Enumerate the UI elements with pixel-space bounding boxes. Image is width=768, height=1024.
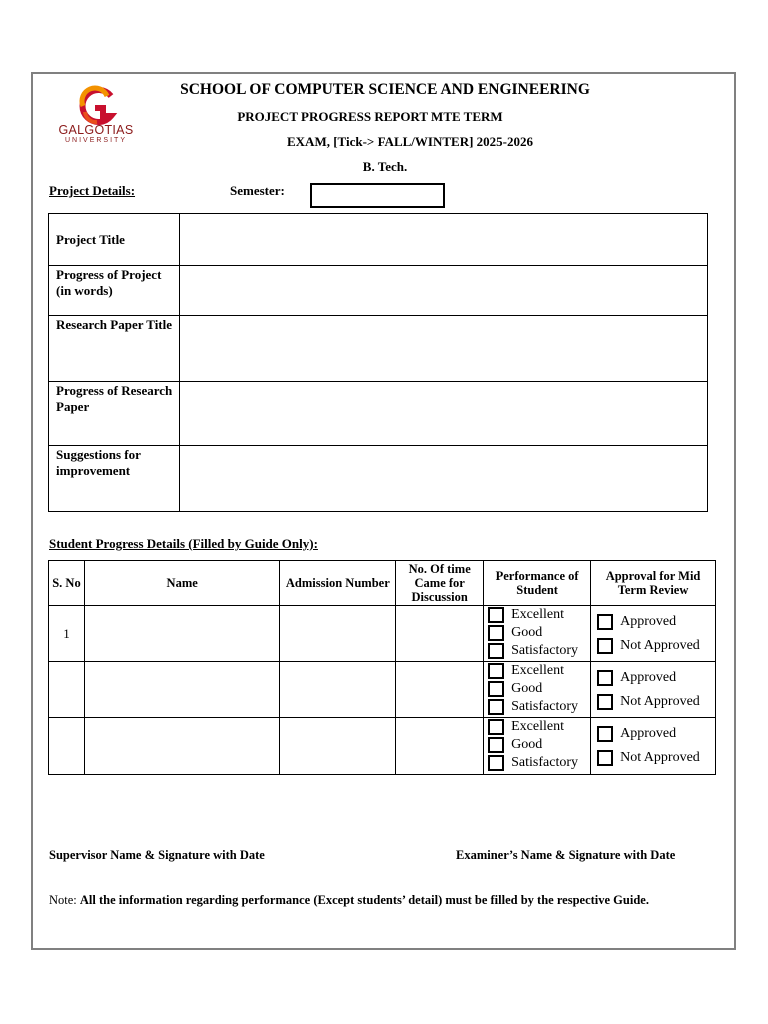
research-paper-title-field[interactable] xyxy=(180,316,708,382)
checkbox-icon[interactable] xyxy=(488,681,504,697)
option-excellent[interactable] xyxy=(488,718,590,736)
admission-cell[interactable] xyxy=(280,718,396,775)
suggestions-field[interactable] xyxy=(180,446,708,512)
student-progress-title: Student Progress Details (Filled by Guide Only): xyxy=(49,536,318,551)
header-discussions: No. Of time Came for Discussion xyxy=(396,561,484,606)
option-label: Not Approved xyxy=(620,694,700,709)
checkbox-icon[interactable] xyxy=(488,663,504,679)
checkbox-icon[interactable] xyxy=(488,643,504,659)
header-performance: Performance of Student xyxy=(484,561,591,606)
discussions-cell[interactable] xyxy=(396,606,484,662)
header-admission: Admission Number xyxy=(280,561,396,606)
option-approved[interactable] xyxy=(597,610,715,634)
logo-subtitle: UNIVERSITY xyxy=(64,137,127,144)
header-approval: Approval for Mid Term Review xyxy=(591,561,716,606)
approval-cell xyxy=(591,606,716,662)
table-row xyxy=(49,606,716,662)
discussions-cell[interactable] xyxy=(396,718,484,775)
discussions-cell[interactable] xyxy=(396,662,484,718)
option-approved[interactable] xyxy=(597,666,715,690)
option-good[interactable] xyxy=(488,624,590,642)
details-label: Suggestions for improvement xyxy=(49,446,180,512)
admission-cell[interactable] xyxy=(280,606,396,662)
checkbox-icon[interactable] xyxy=(488,607,504,623)
report-title-line2: EXAM, [Tick-> FALL/WINTER] 2025-2026 xyxy=(287,134,533,149)
option-label: Good xyxy=(511,625,543,640)
table-header-row xyxy=(49,561,716,606)
logo-name: GALGOTIAS xyxy=(58,123,134,137)
option-not-approved[interactable] xyxy=(597,690,715,714)
checkbox-icon[interactable] xyxy=(488,737,504,753)
checkbox-icon[interactable] xyxy=(488,719,504,735)
approval-cell xyxy=(591,718,716,775)
details-row xyxy=(49,214,708,266)
name-cell[interactable] xyxy=(84,718,279,775)
project-progress-field[interactable] xyxy=(180,266,708,316)
checkbox-icon[interactable] xyxy=(488,699,504,715)
approval-cell xyxy=(591,662,716,718)
option-label: Approved xyxy=(620,670,677,685)
examiner-signature-label: Examiner’s Name & Signature with Date xyxy=(456,848,676,862)
research-paper-progress-field[interactable] xyxy=(180,382,708,446)
option-label: Approved xyxy=(620,726,677,741)
option-satisfactory[interactable] xyxy=(488,698,590,716)
student-progress-table xyxy=(48,560,716,775)
option-label: Excellent xyxy=(511,607,564,622)
option-approved[interactable] xyxy=(597,722,715,746)
header-name: Name xyxy=(84,561,279,606)
details-label: Progress of Research Paper xyxy=(49,382,180,446)
option-good[interactable] xyxy=(488,736,590,754)
note xyxy=(49,893,649,908)
school-title: SCHOOL OF COMPUTER SCIENCE AND ENGINEERING xyxy=(180,81,590,98)
details-row xyxy=(49,382,708,446)
details-label: Research Paper Title xyxy=(49,316,180,382)
option-label: Good xyxy=(511,681,543,696)
project-title-field[interactable] xyxy=(180,214,708,266)
option-label: Approved xyxy=(620,614,677,629)
table-row xyxy=(49,662,716,718)
name-cell[interactable] xyxy=(84,662,279,718)
option-satisfactory[interactable] xyxy=(488,642,590,660)
option-not-approved[interactable] xyxy=(597,634,715,658)
sno-cell xyxy=(49,718,85,775)
name-cell[interactable] xyxy=(84,606,279,662)
admission-cell[interactable] xyxy=(280,662,396,718)
semester-label: Semester: xyxy=(230,183,285,198)
checkbox-icon[interactable] xyxy=(488,755,504,771)
sno-cell: 1 xyxy=(49,606,85,662)
checkbox-icon[interactable] xyxy=(597,614,613,630)
supervisor-signature-label: Supervisor Name & Signature with Date xyxy=(49,848,265,862)
checkbox-icon[interactable] xyxy=(597,694,613,710)
semester-input[interactable] xyxy=(310,183,445,208)
option-label: Excellent xyxy=(511,719,564,734)
option-label: Good xyxy=(511,737,543,752)
details-row xyxy=(49,316,708,382)
details-row xyxy=(49,266,708,316)
sno-cell xyxy=(49,662,85,718)
details-row xyxy=(49,446,708,512)
table-row xyxy=(49,718,716,775)
performance-cell xyxy=(484,718,591,775)
option-not-approved[interactable] xyxy=(597,746,715,770)
logo-wordmark xyxy=(53,124,139,145)
note-prefix: Note: xyxy=(49,893,77,907)
note-text: All the information regarding performance (Except students’ detail) must be filled by the respective Guide. xyxy=(79,893,649,907)
details-label: Progress of Project (in words) xyxy=(49,266,180,316)
header-sno: S. No xyxy=(49,561,85,606)
performance-cell xyxy=(484,606,591,662)
option-label: Not Approved xyxy=(620,638,700,653)
program-label: B. Tech. xyxy=(362,159,408,174)
project-details-label: Project Details: xyxy=(49,183,136,198)
report-title-line1: PROJECT PROGRESS REPORT MTE TERM xyxy=(237,109,503,124)
option-satisfactory[interactable] xyxy=(488,754,590,772)
option-label: Satisfactory xyxy=(511,699,578,714)
option-excellent[interactable] xyxy=(488,662,590,680)
option-label: Satisfactory xyxy=(511,643,578,658)
details-label: Project Title xyxy=(49,214,180,266)
project-details-table xyxy=(48,213,708,512)
option-label: Excellent xyxy=(511,663,564,678)
option-label: Satisfactory xyxy=(511,755,578,770)
checkbox-icon[interactable] xyxy=(597,726,613,742)
checkbox-icon[interactable] xyxy=(597,670,613,686)
option-excellent[interactable] xyxy=(488,606,590,624)
checkbox-icon[interactable] xyxy=(597,638,613,654)
option-good[interactable] xyxy=(488,680,590,698)
performance-cell xyxy=(484,662,591,718)
checkbox-icon[interactable] xyxy=(488,625,504,641)
option-label: Not Approved xyxy=(620,750,700,765)
checkbox-icon[interactable] xyxy=(597,750,613,766)
